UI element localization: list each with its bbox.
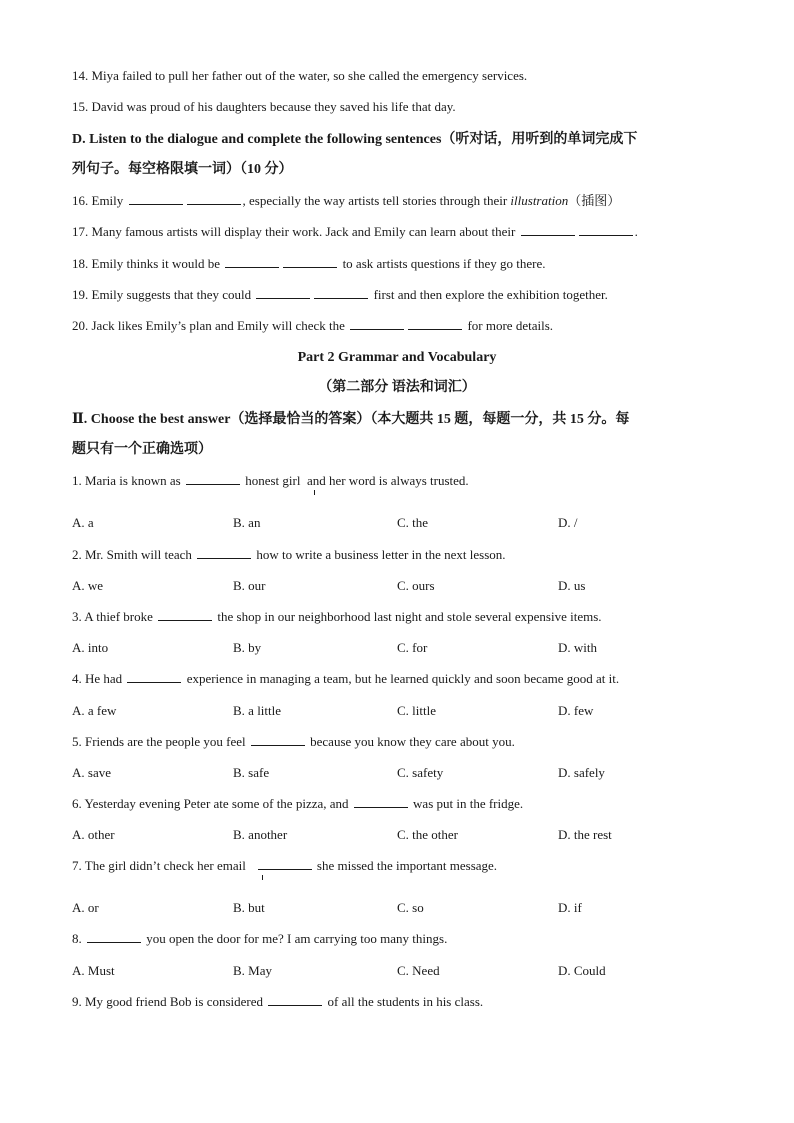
mc-q1-pre: 1. Maria is known as xyxy=(72,473,181,488)
answer-blank[interactable] xyxy=(350,318,404,330)
mc-question-5 xyxy=(72,734,515,750)
answer-blank[interactable] xyxy=(258,858,312,870)
answer-blank[interactable] xyxy=(268,994,322,1006)
part2-title: Part 2 Grammar and Vocabulary xyxy=(297,350,497,365)
mc-q7-option-d[interactable]: D. if xyxy=(558,900,582,915)
answer-blank[interactable] xyxy=(87,931,141,943)
question-17 xyxy=(72,224,638,240)
mc-question-1 xyxy=(72,473,469,489)
mc-q3-pre: 3. A thief broke xyxy=(72,609,153,624)
answer-blank[interactable] xyxy=(127,671,181,683)
question-14: 14. Miya failed to pull her father out of the water, so she called the emergency services. xyxy=(72,68,528,83)
mc-question-7 xyxy=(72,858,497,874)
mc-q3-option-a[interactable]: A. into xyxy=(72,640,109,655)
answer-blank[interactable] xyxy=(187,193,241,205)
mc-q9-pre: 9. My good friend Bob is considered xyxy=(72,994,264,1009)
answer-blank[interactable] xyxy=(158,609,212,621)
mc-q2-pre: 2. Mr. Smith will teach xyxy=(72,547,192,562)
mc-q2-option-c[interactable]: C. ours xyxy=(397,578,435,593)
mc-q6-option-b[interactable]: B. another xyxy=(233,827,288,842)
mc-q6-option-d[interactable]: D. the rest xyxy=(558,827,612,842)
mc-q2-option-b[interactable]: B. our xyxy=(233,578,266,593)
q16-post: （插图） xyxy=(568,193,621,208)
mc-q2-post: how to write a business letter in the next lesson. xyxy=(256,547,506,562)
mc-q3-option-c[interactable]: C. for xyxy=(397,640,428,655)
answer-blank[interactable] xyxy=(197,547,251,559)
mc-q5-option-a[interactable]: A. save xyxy=(72,765,111,780)
mc-q5-post: because you know they care about you. xyxy=(310,734,515,749)
mc-question-4 xyxy=(72,671,619,687)
answer-blank[interactable] xyxy=(225,256,279,268)
mc-q8-pre: 8. xyxy=(72,931,82,946)
q20-pre: 20. Jack likes Emily’s plan and Emily will check the xyxy=(72,318,345,333)
mc-q2-option-d[interactable]: D. us xyxy=(558,578,586,593)
q16-pre: 16. Emily xyxy=(72,193,124,208)
mc-q1-option-d[interactable]: D. / xyxy=(558,515,578,530)
mc-q1-option-b[interactable]: B. an xyxy=(233,515,261,530)
q16-italic: illustration xyxy=(510,193,569,208)
section-ii-heading-line2: 题只有一个正确选项） xyxy=(72,442,212,457)
stray-mark xyxy=(262,875,263,880)
answer-blank[interactable] xyxy=(521,224,575,236)
answer-blank[interactable] xyxy=(579,224,633,236)
mc-q3-option-d[interactable]: D. with xyxy=(558,640,597,655)
answer-blank[interactable] xyxy=(408,318,462,330)
question-15: 15. David was proud of his daughters because they saved his life that day. xyxy=(72,99,456,114)
q20-post: for more details. xyxy=(467,318,554,333)
mc-q1-option-c[interactable]: C. the xyxy=(397,515,429,530)
mc-q7-pre: 7. The girl didn’t check her email xyxy=(72,858,246,873)
q18-pre: 18. Emily thinks it would be xyxy=(72,256,221,271)
question-19 xyxy=(72,287,608,303)
mc-q7-option-c[interactable]: C. so xyxy=(397,900,424,915)
q18-post: to ask artists questions if they go there. xyxy=(342,256,546,271)
mc-q4-post: experience in managing a team, but he learned quickly and soon became good at it. xyxy=(186,671,620,686)
mc-q1-post2: and her word is always trusted. xyxy=(306,473,469,488)
mc-q9-post: of all the students in his class. xyxy=(327,994,484,1009)
question-18 xyxy=(72,256,545,272)
answer-blank[interactable] xyxy=(283,256,337,268)
mc-question-6 xyxy=(72,796,523,812)
mc-q8-option-b[interactable]: B. May xyxy=(233,963,272,978)
mc-q8-post: you open the door for me? I am carrying too many things. xyxy=(146,931,448,946)
q17-pre: 17. Many famous artists will display their work. Jack and Emily can learn about their xyxy=(72,224,516,239)
section-ii-heading-line1: Ⅱ. Choose the best answer（选择最恰当的答案）（本大题共 15 题，每题一分，共 15 分。每 xyxy=(72,412,630,427)
mc-q2-option-a[interactable]: A. we xyxy=(72,578,104,593)
mc-q4-option-d[interactable]: D. few xyxy=(558,703,594,718)
mc-question-3 xyxy=(72,609,602,625)
mc-q4-option-c[interactable]: C. little xyxy=(397,703,436,718)
mc-q8-option-c[interactable]: C. Need xyxy=(397,963,440,978)
mc-q4-option-a[interactable]: A. a few xyxy=(72,703,117,718)
mc-q8-option-d[interactable]: D. Could xyxy=(558,963,606,978)
mc-q6-pre: 6. Yesterday evening Peter ate some of the pizza, and xyxy=(72,796,349,811)
mc-q5-pre: 5. Friends are the people you feel xyxy=(72,734,246,749)
section-d-heading-line1: D. Listen to the dialogue and complete the following sentences（听对话，用听到的单词完成下 xyxy=(72,132,638,147)
q19-post: first and then explore the exhibition together. xyxy=(373,287,608,302)
mc-q5-option-b[interactable]: B. safe xyxy=(233,765,270,780)
mc-q1-post: honest girl xyxy=(245,473,301,488)
mc-q1-option-a[interactable]: A. a xyxy=(72,515,94,530)
q16-mid: , especially the way artists tell stories through their xyxy=(242,193,508,208)
mc-q3-option-b[interactable]: B. by xyxy=(233,640,262,655)
mc-question-2 xyxy=(72,547,506,563)
mc-q8-option-a[interactable]: A. Must xyxy=(72,963,115,978)
question-20 xyxy=(72,318,553,334)
mc-q7-option-a[interactable]: A. or xyxy=(72,900,99,915)
mc-q6-option-a[interactable]: A. other xyxy=(72,827,115,842)
section-d-heading-line2: 列句子。每空格限填一词）（10 分） xyxy=(72,162,293,177)
answer-blank[interactable] xyxy=(354,796,408,808)
mc-q5-option-d[interactable]: D. safely xyxy=(558,765,605,780)
answer-blank[interactable] xyxy=(314,287,368,299)
answer-blank[interactable] xyxy=(256,287,310,299)
mc-q6-option-c[interactable]: C. the other xyxy=(397,827,459,842)
mc-q7-post: she missed the important message. xyxy=(316,858,498,873)
mc-q4-option-b[interactable]: B. a little xyxy=(233,703,282,718)
q19-pre: 19. Emily suggests that they could xyxy=(72,287,252,302)
answer-blank[interactable] xyxy=(251,734,305,746)
mc-question-8 xyxy=(72,931,447,947)
mc-q3-post: the shop in our neighborhood last night and stole several expensive items. xyxy=(217,609,602,624)
mc-q6-post: was put in the fridge. xyxy=(413,796,524,811)
q17-post: . xyxy=(634,224,638,239)
question-16 xyxy=(72,193,620,209)
mc-question-9 xyxy=(72,994,483,1010)
part2-subtitle: （第二部分 语法和词汇） xyxy=(318,380,476,395)
mc-q5-option-c[interactable]: C. safety xyxy=(397,765,444,780)
stray-mark xyxy=(314,490,315,495)
answer-blank[interactable] xyxy=(129,193,183,205)
answer-blank[interactable] xyxy=(186,473,240,485)
mc-q4-pre: 4. He had xyxy=(72,671,123,686)
mc-q7-option-b[interactable]: B. but xyxy=(233,900,265,915)
